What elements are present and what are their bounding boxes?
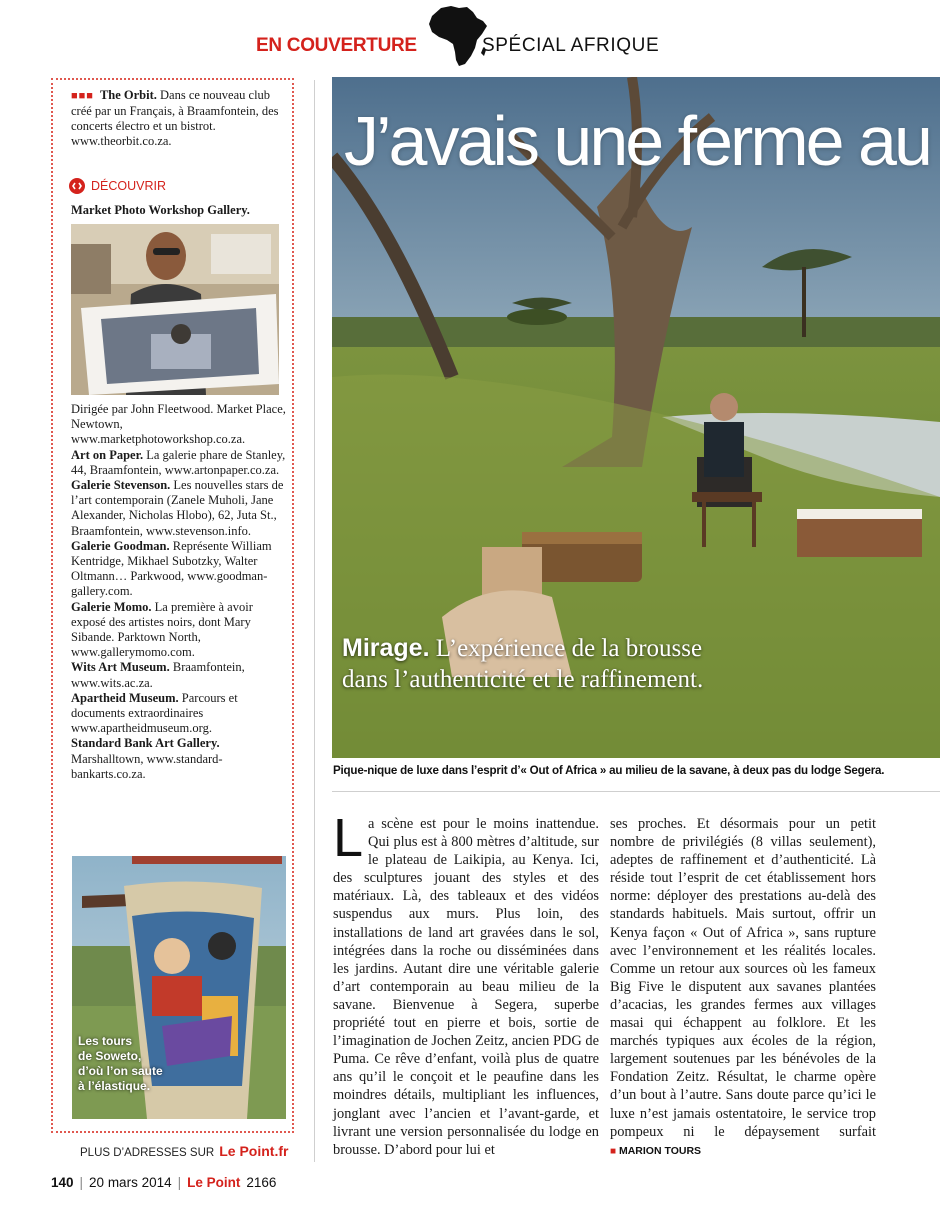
author-signature: ■ MARION TOURS xyxy=(610,1144,702,1157)
issue-number: 2166 xyxy=(246,1175,277,1190)
photo-subhead: Mirage. L’expérience de la brousse dans l’authenticité et le raffinement. xyxy=(342,634,704,693)
magazine-brand: Le Point xyxy=(187,1175,241,1190)
entry-title: The Orbit. xyxy=(99,88,157,102)
article-headline: J’avais une ferme au xyxy=(344,102,930,180)
gallery-list xyxy=(71,402,289,782)
page-number: 140 xyxy=(51,1175,74,1190)
issue-date: 20 mars 2014 xyxy=(89,1175,172,1190)
sidebar-entry: Galerie Goodman. Représente William Kentridge, Mikhael Subotzky, Walter Oltmann… Parkwood, www.goodman-gallery.com. xyxy=(71,538,272,599)
section-subtitle: SPÉCIAL AFRIQUE xyxy=(482,35,660,56)
hero-photo xyxy=(332,77,940,758)
sidebar-entry xyxy=(71,88,289,149)
article-column-2 xyxy=(610,815,876,1161)
soweto-towers-photo xyxy=(72,856,286,1119)
sidebar-entry: Apartheid Museum. Parcours et documents extraordinaires www.apartheidmuseum.org. xyxy=(71,690,238,736)
sidebar-entry: Wits Art Museum. Braamfontein, www.wits.ac.za. xyxy=(71,660,245,690)
entry-text: Dans ce nouveau club créé par un Français, à Braamfontein, des concerts électro et un bistrot. www.theorbit.co.za. xyxy=(71,88,279,148)
soweto-caption: Les tours de Soweto, d’où l’on saute à l’élastique. xyxy=(78,1034,163,1093)
discover-icon xyxy=(69,178,85,194)
article-column-1 xyxy=(333,808,599,1159)
address-sidebar xyxy=(51,78,294,1133)
page-header xyxy=(0,0,940,70)
africa-map-icon xyxy=(427,4,489,68)
page-footer: 140 | 20 mars 2014 | Le Point 2166 xyxy=(51,1175,277,1190)
article-text: ses proches. Et désormais pour un petit nombre de privilégiés (8 villas seulement), adeptes de raffinement et d’authenticité. Là réside tout l’esprit de cet établissement hors norme: déployer des prestations au-delà des standards habituels. Mais surtout, offrir un Kenya façon « Out of Africa », sans rupture avec l’environnement et les réalités locales. Comme un retour aux sources où les fameux Big Five le disputent aux savanes plantées d’acacias, les grandes fermes aux villages masai qui échappent au folklore. Et les marchés typiques aux écoles de la région, largement soutenues par les bénévoles de la Fondation Zeitz. Résultat, le charme opère d’un bout à l’autre. Sans doute parce qu’ici le luxe n’est jamais ostentatoire, le service trop pompeux ni le dépaysement surfait xyxy=(610,816,876,1140)
sidebar-entry: Dirigée par John Fleetwood. Market Place, Newtown, www.marketphotoworkshop.co.za. xyxy=(71,402,286,447)
sidebar-entry: Galerie Momo. La première à avoir exposé des artistes noirs, dont Mary Sibande. Parktown North, www.gallerymomo.com. xyxy=(71,599,253,660)
sidebar-entry: Art on Paper. La galerie phare de Stanley, 44, Braamfontein, www.artonpaper.co.za. xyxy=(71,447,286,477)
photographer-photo xyxy=(71,224,279,395)
section-label: EN COUVERTURE xyxy=(256,35,417,56)
sidebar-entry: Galerie Stevenson. Les nouvelles stars de l’art contemporain (Zanele Muholi, Jane Alexander, Nicholas Hlobo), 62, Juta St., Braamfontein, www.stevenson.info. xyxy=(71,478,284,538)
bullet-squares-icon: ■■■ xyxy=(71,90,94,102)
article-text: a scène est pour le moins inattendue. Qui plus est à 800 mètres d’altitude, sur le plateau de Laikipia, au Kenya. Ici, des sculptures jouant des styles et des matériaux. Là, des tableaux et des vidéos suspendus aux murs. Plus loin, des installations de land art gravées dans le sol, intégrées dans la roche ou disséminées dans les jardins. Autant dire une véritable galerie d’art contemporain au beau milieu de la savane. Bienvenue à Segera, superbe propriété tout en pierre et bois, sortie de l’imagination de Jochen Zeitz, ancien PDG de Puma. Ce rêve d’enfant, voilà plus de quatre ans qu’il le conçoit et le peaufine dans les moindres détails, multipliant les influences, jonglant avec l’ancien et l’avant-garde, et livrant une version personnalisée du lodge en brousse. D’abord pour lui et xyxy=(333,816,599,1158)
caption-divider xyxy=(332,791,940,792)
photo-caption: Pique-nique de luxe dans l’esprit d’« Out of Africa » au milieu de la savane, à deux pas du lodge Segera. xyxy=(333,764,885,777)
decouvrir-label: DÉCOUVRIR xyxy=(69,178,166,194)
sidebar-entry: Standard Bank Art Gallery. Marshalltown, www.standard-bankarts.co.za. xyxy=(71,736,223,781)
column-divider xyxy=(314,80,315,1162)
drop-cap: L xyxy=(333,808,364,868)
gallery-title: Market Photo Workshop Gallery. xyxy=(71,203,250,217)
more-addresses-link[interactable]: PLUS D’ADRESSES SUR Le Point.fr xyxy=(80,1143,289,1159)
